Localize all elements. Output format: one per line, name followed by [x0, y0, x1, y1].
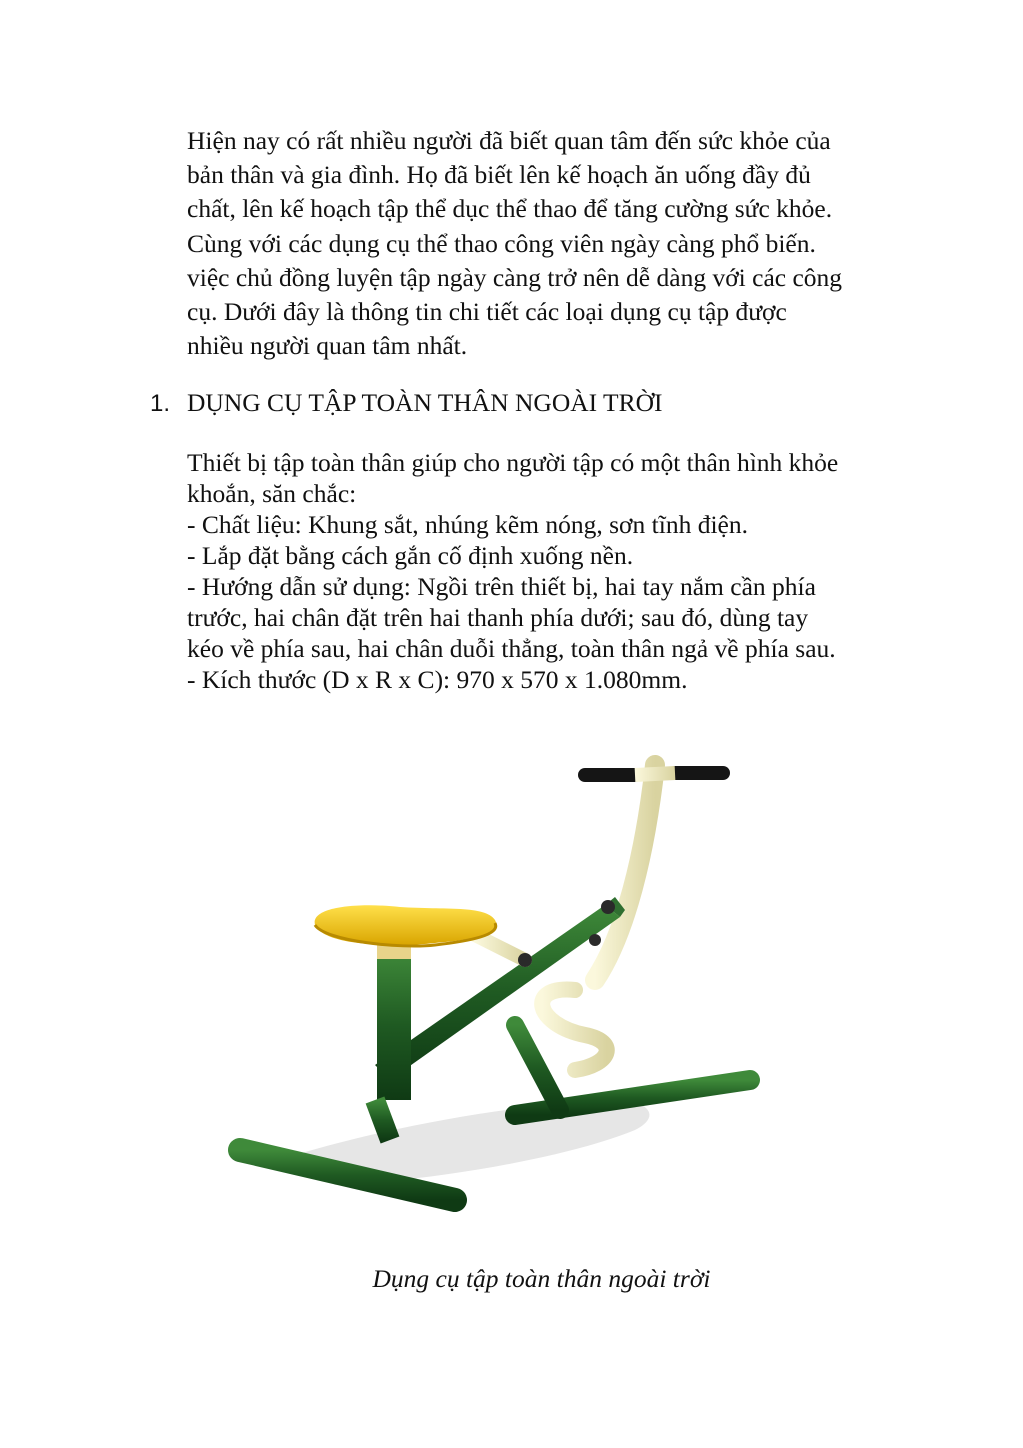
intro-line: bản thân và gia đình. Họ đã biết lên kế hoạch ăn uống đầy đủ: [187, 160, 811, 189]
pivot-bolt: [601, 900, 615, 914]
intro-line: việc chủ đồng luyện tập ngày càng trở nên dễ dàng với các công: [187, 263, 843, 292]
handlebar-cross: [635, 773, 675, 775]
intro-line: Hiện nay có rất nhiều người đã biết quan tâm đến sức khỏe của: [187, 126, 831, 155]
body-line: khoắn, săn chắc:: [187, 479, 357, 508]
intro-line: Cùng với các dụng cụ thể thao công viên ngày càng phổ biến.: [187, 229, 816, 258]
intro-line: nhiều người quan tâm nhất.: [187, 331, 468, 360]
body-line: Thiết bị tập toàn thân giúp cho người tập có một thân hình khỏe: [187, 448, 839, 477]
rear-leg: [515, 1025, 560, 1110]
body-line: - Kích thước (D x R x C): 970 x 570 x 1.080mm.: [187, 665, 688, 694]
seat-post: [377, 950, 411, 1100]
section-title: DỤNG CỤ TẬP TOÀN THÂN NGOÀI TRỜI: [187, 388, 663, 417]
body-line: - Chất liệu: Khung sắt, nhúng kẽm nóng, sơn tĩnh điện.: [187, 510, 748, 539]
body-line: kéo về phía sau, hai chân duỗi thẳng, toàn thân ngả về phía sau.: [187, 634, 836, 663]
linkage-bar: [475, 935, 525, 960]
intro-line: chất, lên kế hoạch tập thể dục thể thao để tăng cường sức khỏe.: [187, 194, 833, 223]
body-line: - Lắp đặt bằng cách gắn cố định xuống nền.: [187, 541, 634, 570]
figure-caption: Dụng cụ tập toàn thân ngoài trời: [372, 1264, 711, 1293]
foot-pedal-loop: [542, 990, 607, 1070]
section-number: 1.: [150, 390, 171, 417]
pivot-bolt: [518, 953, 532, 967]
exercise-machine-illustration: [215, 735, 775, 1235]
section-heading: [150, 386, 663, 421]
body-line: trước, hai chân đặt trên hai thanh phía dưới; sau đó, dùng tay: [187, 603, 809, 632]
pivot-bolt: [589, 934, 601, 946]
intro-line: cụ. Dưới đây là thông tin chi tiết các loại dụng cụ tập được: [187, 297, 787, 326]
body-line: - Hướng dẫn sử dụng: Ngồi trên thiết bị, hai tay nắm cần phía: [187, 572, 816, 601]
